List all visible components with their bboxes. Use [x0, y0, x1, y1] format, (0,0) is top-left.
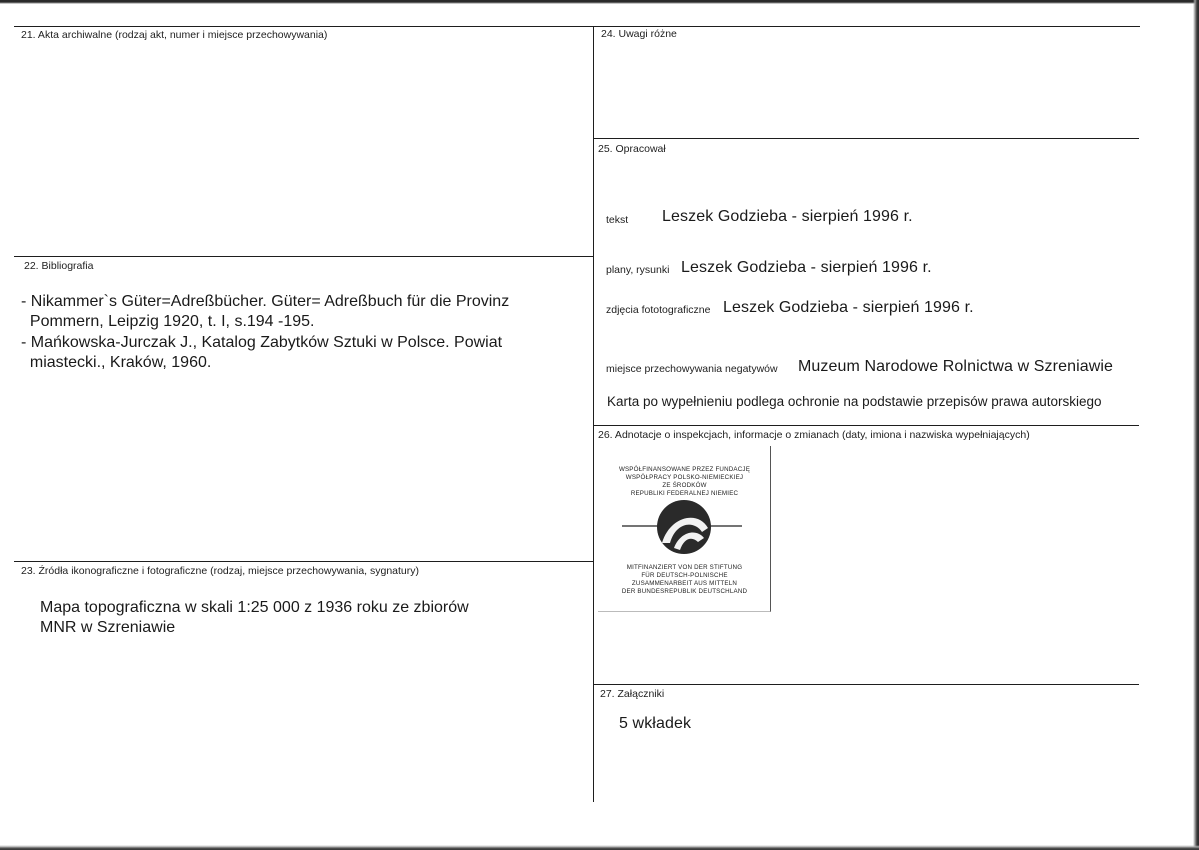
plany-value: Leszek Godzieba - sierpień 1996 r. [681, 259, 932, 276]
negatives-location-label: miejsce przechowywania negatywów [606, 363, 778, 375]
divider-25-26 [593, 425, 1139, 426]
bibliography-line-4: miastecki., Kraków, 1960. [21, 354, 212, 371]
section-25-label: 25. Opracował [598, 143, 666, 155]
section-22-label: 22. Bibliografia [24, 260, 94, 272]
stamp-text-german-1: MITFINANZIERT VON DER STIFTUNG [626, 564, 743, 571]
divider-21-22 [14, 256, 594, 257]
stamp-text-german-3: ZUSAMMENARBEIT AUS MITTELN [631, 580, 738, 587]
copyright-note: Karta po wypełnieniu podlega ochronie na podstawie przepisów prawa autorskiego [607, 394, 1102, 409]
tekst-label: tekst [606, 214, 629, 226]
bibliography-line-1: - Nikammer`s Güter=Adreßbücher. Güter= Adreßbuch für die Provinz [21, 293, 510, 310]
iconographic-source-line-1: Mapa topograficzna w skali 1:25 000 z 1936 roku ze zbiorów [40, 599, 469, 616]
stamp-text-polish-4: REPUBLIKI FEDERALNEJ NIEMIEC [630, 490, 739, 497]
scan-edge-top [0, 0, 1199, 4]
stamp-text-polish-1: WSPÓŁFINANSOWANE PRZEZ FUNDACJĘ [618, 466, 751, 473]
section-23-label: 23. Źródła ikonograficzne i fotograficzne (rodzaj, miejsce przechowywania, sygnatury) [21, 565, 420, 577]
stamp-text-german-4: DER BUNDESREPUBLIK DEUTSCHLAND [621, 588, 748, 595]
foundation-logo-icon [618, 498, 750, 560]
stamp-text-german-2: FÜR DEUTSCH-POLNISCHE [641, 572, 728, 579]
column-divider [593, 26, 594, 802]
negatives-location-value: Muzeum Narodowe Rolnictwa w Szreniawie [798, 358, 1114, 375]
section-27-label: 27. Załączniki [600, 688, 665, 700]
section-26-label: 26. Adnotacje o inspekcjach, informacje o zmianach (daty, imiona i nazwiska wypełniających) [598, 429, 1030, 441]
bibliography-line-3: - Mańkowska-Jurczak J., Katalog Zabytków Sztuki w Polsce. Powiat [21, 334, 503, 351]
zdjecia-value: Leszek Godzieba - sierpień 1996 r. [723, 299, 974, 316]
foundation-stamp [598, 446, 771, 612]
tekst-value: Leszek Godzieba - sierpień 1996 r. [662, 208, 913, 225]
iconographic-source-line-2: MNR w Szreniawie [40, 619, 176, 636]
attachments-value: 5 wkładek [619, 715, 692, 732]
plany-label: plany, rysunki [606, 264, 670, 276]
divider-24-25 [593, 138, 1139, 139]
top-border-line [14, 26, 1140, 27]
section-21-label: 21. Akta archiwalne (rodzaj akt, numer i miejsce przechowywania) [21, 29, 328, 41]
section-24-label: 24. Uwagi różne [601, 28, 677, 40]
divider-26-27 [593, 684, 1139, 685]
divider-22-23 [14, 561, 594, 562]
zdjecia-label: zdjęcia fototograficzne [606, 304, 711, 316]
scan-edge-right [1193, 0, 1199, 850]
stamp-text-polish-3: ZE ŚRODKÓW [662, 482, 707, 489]
bibliography-line-2: Pommern, Leipzig 1920, t. I, s.194 -195. [21, 313, 315, 330]
scan-edge-bottom [0, 845, 1199, 850]
stamp-text-polish-2: WSPÓŁPRACY POLSKO-NIEMIECKIEJ [625, 474, 744, 481]
